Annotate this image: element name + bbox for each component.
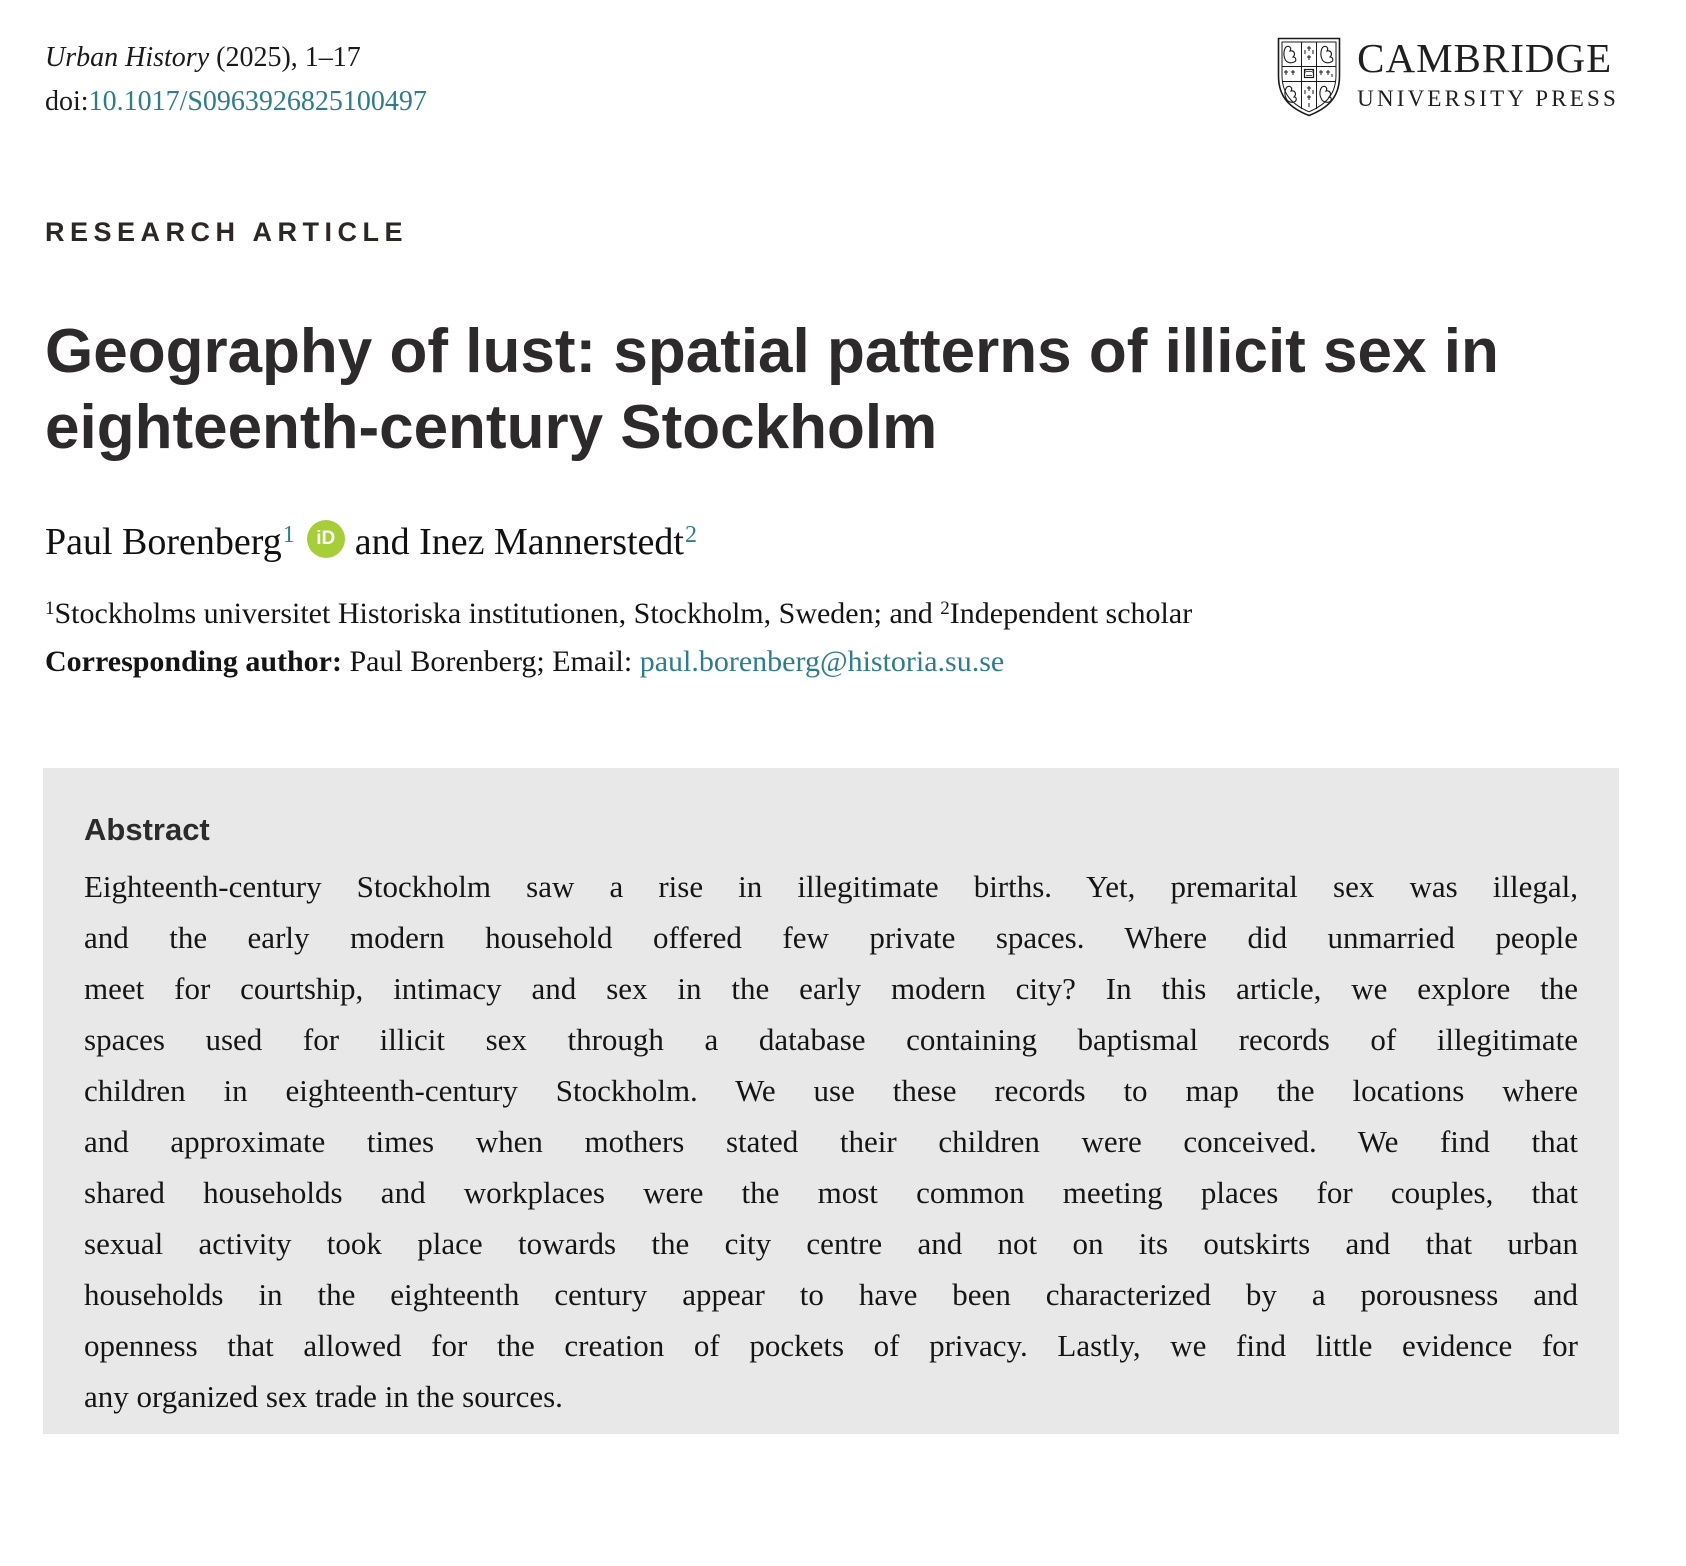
abstract-line: children in eighteenth-century Stockholm. We use these records to map the locations where (84, 1073, 1578, 1108)
corresponding-author-line (45, 640, 1619, 684)
authors-line (45, 520, 1619, 564)
corresponding-author-text: Paul Borenberg; Email: (341, 645, 640, 678)
abstract-line: and the early modern household offered few private spaces. Where did unmarried people (84, 920, 1578, 955)
corresponding-author-email-link[interactable]: paul.borenberg@historia.su.se (639, 645, 1005, 678)
journal-meta (45, 36, 427, 116)
journal-issue-pages: (2025), 1–17 (209, 42, 361, 73)
affiliation-1-sup: 1 (45, 598, 55, 619)
abstract-line: shared households and workplaces were the most common meeting places for couples, that (84, 1175, 1578, 1210)
publisher-name-line1: CAMBRIDGE (1357, 35, 1613, 81)
affiliation-2-sup: 2 (940, 598, 950, 619)
journal-citation-line (45, 44, 427, 72)
doi-link[interactable]: 10.1017/S0963926825100497 (88, 86, 427, 117)
publisher-name-line2: UNIVERSITY PRESS (1357, 86, 1619, 111)
affiliations-line (45, 592, 1619, 640)
corresponding-author-label: Corresponding author: (45, 645, 342, 678)
article-type-label: RESEARCH ARTICLE (45, 217, 409, 247)
affiliation-2-text: Independent scholar (949, 597, 1193, 630)
publisher-name (1357, 36, 1619, 110)
page-header (45, 36, 1619, 118)
abstract-line: any organized sex trade in the sources. (84, 1379, 563, 1414)
author-2-name: and Inez Mannerstedt$^2$ (354, 521, 697, 563)
affiliation-1-text: Stockholms universitet Historiska institutionen, Stockholm, Sweden; and (54, 597, 941, 630)
author-2-affiliation-sup: 2 (684, 522, 697, 548)
abstract-heading: Abstract (84, 812, 210, 847)
abstract-line: Eighteenth-century Stockholm saw a rise in illegitimate births. Yet, premarital sex was illegal, (84, 869, 1578, 904)
orcid-icon[interactable]: iD (307, 520, 345, 558)
article-title-line1: Geography of lust: spatial patterns of illicit sex in (45, 317, 1499, 386)
affiliations-block (45, 592, 1619, 684)
doi-line (45, 88, 427, 116)
abstract-body (84, 861, 1578, 1422)
publisher-logo (1276, 36, 1619, 118)
author-1-name: Paul Borenberg$^1$ (45, 521, 295, 563)
journal-title: Urban History (45, 42, 210, 73)
author-1-affiliation-sup: 1 (282, 522, 295, 548)
article-title (45, 314, 1619, 466)
abstract-line: openness that allowed for the creation of pockets of privacy. Lastly, we find little evidence for (84, 1328, 1578, 1363)
article-title-line2: eighteenth-century Stockholm (45, 393, 938, 462)
abstract-line: spaces used for illicit sex through a database containing baptismal records of illegitimate (84, 1022, 1578, 1057)
abstract-line: sexual activity took place towards the city centre and not on its outskirts and that urban (84, 1226, 1578, 1261)
doi-prefix: doi: (45, 86, 89, 117)
abstract-line: and approximate times when mothers stated their children were conceived. We find that (84, 1124, 1578, 1159)
abstract-line: households in the eighteenth century appear to have been characterized by a porousness and (84, 1277, 1578, 1312)
cambridge-shield-icon (1276, 36, 1342, 118)
abstract-line: meet for courtship, intimacy and sex in the early modern city? In this article, we explore the (84, 971, 1578, 1006)
abstract-panel (43, 768, 1619, 1434)
